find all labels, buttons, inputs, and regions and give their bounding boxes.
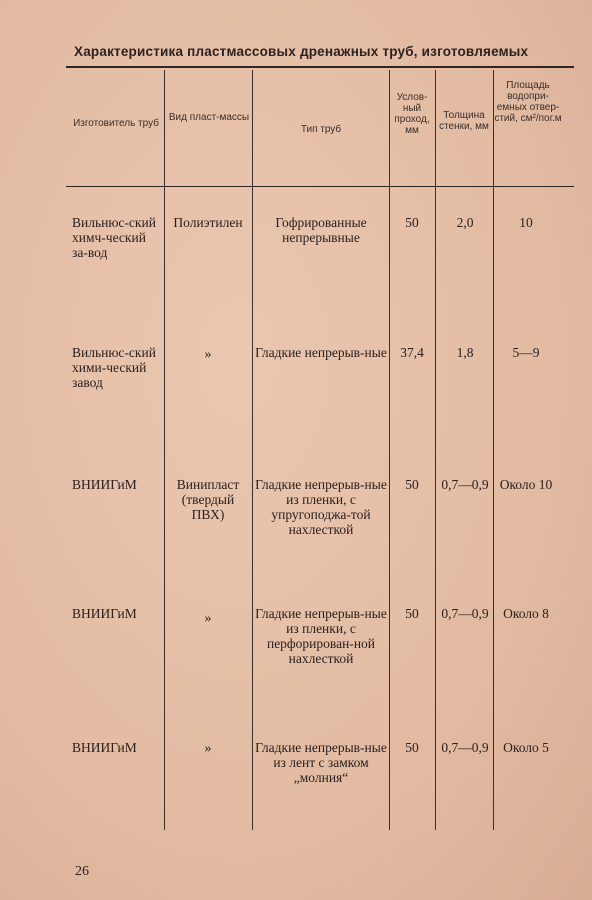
cell-wall: 0,7—0,9 bbox=[441, 606, 489, 621]
header-diameter bbox=[390, 92, 434, 136]
cell-area: Около 8 bbox=[503, 606, 549, 621]
header-wall-text: Толщина стенки, мм bbox=[439, 110, 489, 132]
table-top-rule bbox=[66, 66, 574, 68]
cell-wall: 1,8 bbox=[456, 345, 474, 360]
column-divider bbox=[493, 70, 494, 830]
column-divider bbox=[164, 70, 165, 830]
page-number: 26 bbox=[75, 864, 89, 879]
header-type-text: Тип труб bbox=[300, 124, 342, 135]
cell-type: Гладкие непрерыв-ные bbox=[255, 345, 387, 360]
cell-plastic: Винипласт (твердый ПВХ) bbox=[176, 477, 240, 522]
cell-area: Около 10 bbox=[499, 477, 553, 492]
cell-maker: ВНИИГиМ bbox=[72, 740, 137, 755]
cell-plastic: » bbox=[204, 347, 212, 362]
cell-plastic: » bbox=[204, 741, 212, 756]
header-area bbox=[494, 80, 562, 124]
cell-diameter: 37,4 bbox=[400, 345, 424, 360]
cell-diameter: 50 bbox=[405, 606, 419, 621]
cell-wall: 0,7—0,9 bbox=[441, 477, 489, 492]
cell-plastic: » bbox=[204, 611, 212, 626]
header-type bbox=[256, 124, 386, 135]
column-divider bbox=[435, 70, 436, 830]
header-area-text: Площадь водопри-емных отвер-стий, см²/пог.м bbox=[494, 80, 562, 124]
cell-type: Гофрированные непрерывные bbox=[275, 215, 367, 245]
cell-wall: 2,0 bbox=[456, 215, 474, 230]
header-plastic-text: Вид пласт-массы bbox=[168, 112, 250, 123]
cell-wall: 0,7—0,9 bbox=[441, 740, 489, 755]
header-wall bbox=[436, 110, 492, 132]
cell-diameter: 50 bbox=[405, 740, 419, 755]
cell-area: Около 5 bbox=[503, 740, 549, 755]
header-bottom-rule bbox=[66, 186, 574, 187]
cell-type: Гладкие непрерыв-ные из пленки, с перфорирован-ной нахлесткой bbox=[255, 606, 387, 666]
cell-area: 10 bbox=[519, 215, 533, 230]
cell-area: 5—9 bbox=[512, 345, 540, 360]
cell-diameter: 50 bbox=[405, 215, 419, 230]
cell-type: Гладкие непрерыв-ные из лент с замком „молния“ bbox=[255, 740, 387, 785]
column-divider bbox=[389, 70, 390, 830]
header-plastic bbox=[168, 112, 250, 123]
cell-maker: ВНИИГиМ bbox=[72, 606, 137, 621]
cell-maker: ВНИИГиМ bbox=[72, 477, 137, 492]
header-maker bbox=[70, 118, 162, 129]
header-diameter-text: Услов-ный проход, мм bbox=[394, 92, 430, 136]
header-maker-text: Изготовитель труб bbox=[73, 118, 159, 129]
cell-type: Гладкие непрерыв-ные из пленки, с упругоподжа-той нахлесткой bbox=[255, 477, 387, 537]
cell-diameter: 50 bbox=[405, 477, 419, 492]
cell-maker: Вильнюс-ский хими-ческий завод bbox=[72, 345, 156, 390]
column-divider bbox=[252, 70, 253, 830]
cell-maker: Вильнюс-ский химч-ческий за-вод bbox=[72, 215, 156, 260]
cell-plastic: Полиэтилен bbox=[173, 215, 243, 230]
table-caption: Характеристика пластмассовых дренажных труб, изготовляемых bbox=[74, 44, 529, 59]
